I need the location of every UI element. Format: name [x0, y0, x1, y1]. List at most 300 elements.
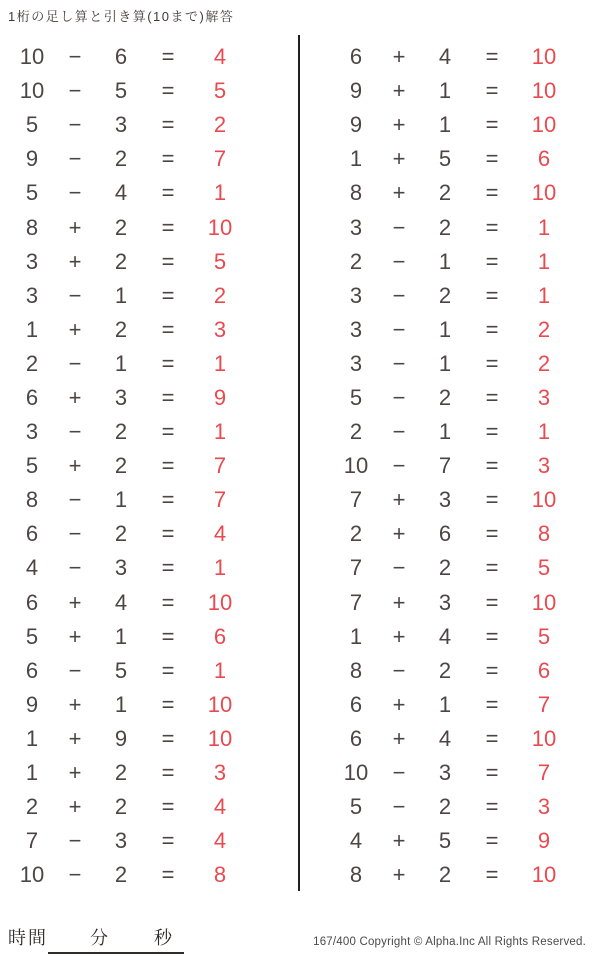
operator-sign: − — [68, 828, 82, 854]
equals-icon: = — [485, 623, 499, 649]
answer-value: 6 — [213, 623, 227, 649]
problem-row — [10, 756, 308, 790]
operator-sign: + — [392, 725, 406, 751]
answer-value: 9 — [213, 384, 227, 410]
answer-value: 3 — [213, 316, 227, 342]
problem-row — [334, 381, 600, 415]
problem-row — [10, 381, 308, 415]
operand-first: 1 — [349, 623, 363, 649]
operator-sign: + — [392, 828, 406, 854]
operand-first: 10 — [19, 862, 45, 888]
operator-sign: + — [392, 180, 406, 206]
equals-icon: = — [161, 760, 175, 786]
operator-sign: + — [68, 623, 82, 649]
operand-first: 9 — [25, 691, 39, 717]
operand-second: 3 — [114, 555, 128, 581]
equals-icon: = — [485, 862, 499, 888]
operator-sign: − — [68, 350, 82, 376]
problem-row — [334, 517, 600, 551]
operator-sign: − — [392, 453, 406, 479]
operand-second: 2 — [114, 248, 128, 274]
equals-icon: = — [161, 419, 175, 445]
operand-second: 6 — [114, 44, 128, 70]
copyright-text: 167/400 Copyright © Alpha.Inc All Rights Reserved. — [313, 936, 586, 948]
equals-icon: = — [485, 487, 499, 513]
operand-second: 3 — [114, 828, 128, 854]
operator-sign: + — [392, 862, 406, 888]
operand-second: 2 — [114, 316, 128, 342]
answer-value: 10 — [207, 691, 233, 717]
operand-second: 2 — [114, 794, 128, 820]
equals-icon: = — [161, 453, 175, 479]
answer-value: 10 — [531, 78, 557, 104]
answer-value: 10 — [531, 44, 557, 70]
operand-second: 2 — [438, 384, 452, 410]
equals-icon: = — [485, 555, 499, 581]
problem-row — [10, 551, 308, 585]
operand-first: 7 — [25, 828, 39, 854]
answer-value: 1 — [537, 282, 551, 308]
operator-sign: + — [68, 453, 82, 479]
equals-icon: = — [485, 248, 499, 274]
operand-second: 1 — [438, 248, 452, 274]
problem-row — [334, 74, 600, 108]
problem-row — [10, 517, 308, 551]
operand-first: 4 — [25, 555, 39, 581]
equals-icon: = — [161, 180, 175, 206]
column-divider — [298, 35, 300, 891]
answer-value: 3 — [537, 794, 551, 820]
operator-sign: + — [392, 521, 406, 547]
operand-first: 6 — [25, 521, 39, 547]
answer-value: 1 — [213, 555, 227, 581]
operand-second: 1 — [114, 623, 128, 649]
operator-sign: + — [392, 146, 406, 172]
operator-sign: − — [392, 384, 406, 410]
problem-row — [334, 347, 600, 381]
operand-first: 8 — [25, 487, 39, 513]
problem-row — [10, 654, 308, 688]
equals-icon: = — [485, 794, 499, 820]
operand-first: 5 — [349, 384, 363, 410]
problem-row — [10, 790, 308, 824]
operand-second: 3 — [438, 760, 452, 786]
answer-value: 10 — [531, 862, 557, 888]
operator-sign: − — [68, 521, 82, 547]
operand-second: 2 — [438, 282, 452, 308]
equals-icon: = — [485, 180, 499, 206]
answer-value: 10 — [531, 487, 557, 513]
operand-second: 7 — [438, 453, 452, 479]
problem-row — [334, 40, 600, 74]
answer-value: 3 — [537, 384, 551, 410]
operator-sign: − — [392, 555, 406, 581]
operand-first: 4 — [349, 828, 363, 854]
operator-sign: − — [392, 657, 406, 683]
time-entry — [8, 924, 184, 954]
operator-sign: − — [392, 248, 406, 274]
operand-second: 9 — [114, 725, 128, 751]
problem-row — [334, 790, 600, 824]
equals-icon: = — [485, 214, 499, 240]
operand-second: 2 — [114, 862, 128, 888]
problems-column-left — [0, 40, 308, 892]
answer-value: 1 — [537, 214, 551, 240]
operand-first: 8 — [25, 214, 39, 240]
problem-row — [334, 858, 600, 892]
minutes-blank-line — [48, 943, 90, 944]
operand-second: 6 — [438, 521, 452, 547]
operator-sign: + — [68, 248, 82, 274]
answer-value: 2 — [213, 112, 227, 138]
answer-value: 8 — [213, 862, 227, 888]
operand-first: 7 — [349, 589, 363, 615]
operand-second: 2 — [114, 453, 128, 479]
problem-row — [10, 858, 308, 892]
answer-value: 9 — [537, 828, 551, 854]
operand-first: 3 — [25, 248, 39, 274]
operand-first: 2 — [25, 350, 39, 376]
answer-value: 8 — [537, 521, 551, 547]
answer-value: 1 — [537, 248, 551, 274]
answer-value: 5 — [537, 555, 551, 581]
operand-first: 8 — [349, 180, 363, 206]
operand-second: 4 — [438, 44, 452, 70]
operand-first: 3 — [349, 214, 363, 240]
problem-row — [10, 483, 308, 517]
answer-value: 5 — [213, 248, 227, 274]
equals-icon: = — [485, 78, 499, 104]
equals-icon: = — [485, 112, 499, 138]
problems-column-right — [302, 40, 600, 892]
answer-value: 10 — [207, 214, 233, 240]
operator-sign: − — [68, 44, 82, 70]
operand-second: 4 — [114, 589, 128, 615]
operator-sign: − — [392, 760, 406, 786]
operator-sign: − — [68, 282, 82, 308]
answer-value: 4 — [213, 794, 227, 820]
operator-sign: + — [392, 487, 406, 513]
operator-sign: − — [68, 487, 82, 513]
answer-value: 7 — [537, 760, 551, 786]
answer-value: 1 — [537, 419, 551, 445]
problem-row — [10, 824, 308, 858]
operator-sign: + — [68, 691, 82, 717]
equals-icon: = — [161, 214, 175, 240]
answer-value: 10 — [531, 725, 557, 751]
operand-first: 9 — [349, 78, 363, 104]
operand-first: 7 — [349, 487, 363, 513]
problem-row — [10, 347, 308, 381]
operand-second: 2 — [114, 214, 128, 240]
problem-row — [334, 586, 600, 620]
time-fill-in-line — [48, 924, 184, 954]
equals-icon: = — [161, 282, 175, 308]
operand-first: 10 — [343, 453, 369, 479]
equals-icon: = — [485, 316, 499, 342]
answer-value: 10 — [531, 589, 557, 615]
operator-sign: − — [68, 555, 82, 581]
answer-value: 10 — [207, 589, 233, 615]
operand-second: 1 — [438, 350, 452, 376]
operator-sign: + — [68, 214, 82, 240]
answer-value: 2 — [537, 350, 551, 376]
operand-second: 2 — [114, 419, 128, 445]
operand-second: 1 — [438, 691, 452, 717]
equals-icon: = — [485, 146, 499, 172]
answer-value: 7 — [537, 691, 551, 717]
problem-row — [10, 586, 308, 620]
equals-icon: = — [485, 760, 499, 786]
operand-second: 5 — [438, 146, 452, 172]
equals-icon: = — [485, 44, 499, 70]
operand-second: 1 — [114, 350, 128, 376]
operand-second: 2 — [438, 657, 452, 683]
problem-row — [10, 688, 308, 722]
equals-icon: = — [485, 453, 499, 479]
operator-sign: − — [68, 657, 82, 683]
operator-sign: − — [392, 794, 406, 820]
operator-sign: − — [392, 350, 406, 376]
equals-icon: = — [485, 384, 499, 410]
operand-first: 8 — [349, 862, 363, 888]
problems-area — [0, 40, 600, 896]
equals-icon: = — [485, 657, 499, 683]
equals-icon: = — [485, 691, 499, 717]
operand-second: 1 — [438, 316, 452, 342]
operand-first: 1 — [25, 316, 39, 342]
problem-row — [334, 210, 600, 244]
equals-icon: = — [161, 384, 175, 410]
operand-first: 2 — [349, 521, 363, 547]
problem-row — [10, 210, 308, 244]
operand-first: 6 — [25, 657, 39, 683]
operator-sign: − — [392, 214, 406, 240]
operand-first: 6 — [349, 725, 363, 751]
operand-second: 2 — [114, 146, 128, 172]
operand-first: 3 — [349, 350, 363, 376]
problem-row — [10, 142, 308, 176]
operand-second: 5 — [438, 828, 452, 854]
operator-sign: − — [392, 316, 406, 342]
operator-sign: + — [68, 589, 82, 615]
operand-second: 3 — [114, 384, 128, 410]
equals-icon: = — [161, 623, 175, 649]
operand-first: 3 — [25, 282, 39, 308]
problem-row — [334, 756, 600, 790]
problem-row — [10, 279, 308, 313]
operand-second: 1 — [114, 691, 128, 717]
problem-row — [334, 108, 600, 142]
problem-row — [334, 654, 600, 688]
answer-value: 7 — [213, 453, 227, 479]
problem-row — [334, 176, 600, 210]
answer-value: 6 — [537, 146, 551, 172]
equals-icon: = — [161, 521, 175, 547]
operator-sign: − — [68, 419, 82, 445]
operand-second: 4 — [114, 180, 128, 206]
operand-first: 2 — [349, 248, 363, 274]
problem-row — [10, 620, 308, 654]
operator-sign: + — [392, 589, 406, 615]
operand-first: 1 — [349, 146, 363, 172]
problem-row — [334, 722, 600, 756]
answer-value: 4 — [213, 44, 227, 70]
operand-second: 2 — [438, 214, 452, 240]
operator-sign: − — [68, 112, 82, 138]
operand-first: 5 — [25, 180, 39, 206]
problem-row — [334, 449, 600, 483]
time-label: 時間 — [8, 928, 48, 948]
problem-row — [334, 620, 600, 654]
operand-second: 1 — [438, 419, 452, 445]
operator-sign: + — [68, 316, 82, 342]
operand-first: 9 — [349, 112, 363, 138]
answer-value: 1 — [213, 180, 227, 206]
equals-icon: = — [161, 112, 175, 138]
page-title: 1桁の足し算と引き算(10まで)解答 — [8, 9, 235, 24]
operator-sign: + — [392, 78, 406, 104]
answer-value: 4 — [213, 521, 227, 547]
operand-second: 1 — [438, 78, 452, 104]
equals-icon: = — [485, 828, 499, 854]
equals-icon: = — [161, 487, 175, 513]
operand-first: 6 — [25, 384, 39, 410]
answer-value: 10 — [531, 180, 557, 206]
seconds-label: 秒 — [154, 928, 174, 948]
problem-row — [334, 483, 600, 517]
operator-sign: + — [68, 725, 82, 751]
operand-second: 4 — [438, 623, 452, 649]
answer-value: 5 — [213, 78, 227, 104]
operator-sign: − — [68, 146, 82, 172]
minutes-label: 分 — [90, 928, 110, 948]
operand-first: 5 — [25, 112, 39, 138]
problem-row — [10, 176, 308, 210]
equals-icon: = — [161, 828, 175, 854]
operand-first: 6 — [349, 44, 363, 70]
operand-second: 4 — [438, 725, 452, 751]
operator-sign: − — [68, 862, 82, 888]
answer-value: 1 — [213, 419, 227, 445]
answer-value: 1 — [213, 657, 227, 683]
equals-icon: = — [161, 691, 175, 717]
operand-first: 1 — [25, 760, 39, 786]
equals-icon: = — [485, 282, 499, 308]
operand-second: 2 — [114, 521, 128, 547]
operand-first: 3 — [349, 282, 363, 308]
operand-first: 5 — [349, 794, 363, 820]
operand-first: 3 — [349, 316, 363, 342]
problem-row — [10, 74, 308, 108]
operand-first: 5 — [25, 623, 39, 649]
operand-second: 5 — [114, 657, 128, 683]
operand-second: 2 — [114, 760, 128, 786]
equals-icon: = — [161, 589, 175, 615]
operand-second: 1 — [114, 282, 128, 308]
operand-second: 1 — [438, 112, 452, 138]
equals-icon: = — [161, 78, 175, 104]
equals-icon: = — [485, 350, 499, 376]
operand-first: 10 — [343, 760, 369, 786]
answer-value: 5 — [537, 623, 551, 649]
answer-value: 6 — [537, 657, 551, 683]
equals-icon: = — [485, 419, 499, 445]
problem-row — [10, 449, 308, 483]
answer-value: 4 — [213, 828, 227, 854]
operand-second: 3 — [438, 589, 452, 615]
problem-row — [10, 108, 308, 142]
operand-first: 1 — [25, 725, 39, 751]
operator-sign: + — [392, 112, 406, 138]
operator-sign: + — [68, 794, 82, 820]
operand-first: 2 — [25, 794, 39, 820]
answer-value: 7 — [213, 146, 227, 172]
equals-icon: = — [161, 794, 175, 820]
operator-sign: − — [392, 419, 406, 445]
operator-sign: + — [392, 44, 406, 70]
answer-value: 3 — [213, 760, 227, 786]
operand-second: 2 — [438, 862, 452, 888]
equals-icon: = — [485, 589, 499, 615]
equals-icon: = — [161, 555, 175, 581]
equals-icon: = — [161, 657, 175, 683]
seconds-blank-line — [110, 943, 154, 944]
operator-sign: + — [392, 691, 406, 717]
equals-icon: = — [485, 725, 499, 751]
operand-first: 3 — [25, 419, 39, 445]
operator-sign: − — [392, 282, 406, 308]
operand-first: 9 — [25, 146, 39, 172]
operand-first: 10 — [19, 78, 45, 104]
answer-value: 2 — [213, 282, 227, 308]
operator-sign: − — [68, 78, 82, 104]
answer-value: 10 — [531, 112, 557, 138]
problem-row — [10, 313, 308, 347]
operand-first: 8 — [349, 657, 363, 683]
operator-sign: − — [68, 180, 82, 206]
equals-icon: = — [161, 248, 175, 274]
operand-second: 2 — [438, 555, 452, 581]
answer-value: 3 — [537, 453, 551, 479]
answer-value: 7 — [213, 487, 227, 513]
operand-first: 6 — [25, 589, 39, 615]
operand-second: 3 — [114, 112, 128, 138]
operator-sign: + — [392, 623, 406, 649]
operand-first: 2 — [349, 419, 363, 445]
problem-row — [334, 415, 600, 449]
operand-second: 2 — [438, 180, 452, 206]
equals-icon: = — [485, 521, 499, 547]
operand-second: 3 — [438, 487, 452, 513]
operand-first: 10 — [19, 44, 45, 70]
equals-icon: = — [161, 725, 175, 751]
problem-row — [334, 245, 600, 279]
operator-sign: + — [68, 384, 82, 410]
line-tail — [174, 943, 184, 944]
problem-row — [10, 415, 308, 449]
problem-row — [334, 688, 600, 722]
equals-icon: = — [161, 44, 175, 70]
problem-row — [10, 40, 308, 74]
operand-second: 5 — [114, 78, 128, 104]
operand-first: 7 — [349, 555, 363, 581]
equals-icon: = — [161, 350, 175, 376]
problem-row — [10, 722, 308, 756]
answer-value: 1 — [213, 350, 227, 376]
equals-icon: = — [161, 316, 175, 342]
operator-sign: + — [68, 760, 82, 786]
